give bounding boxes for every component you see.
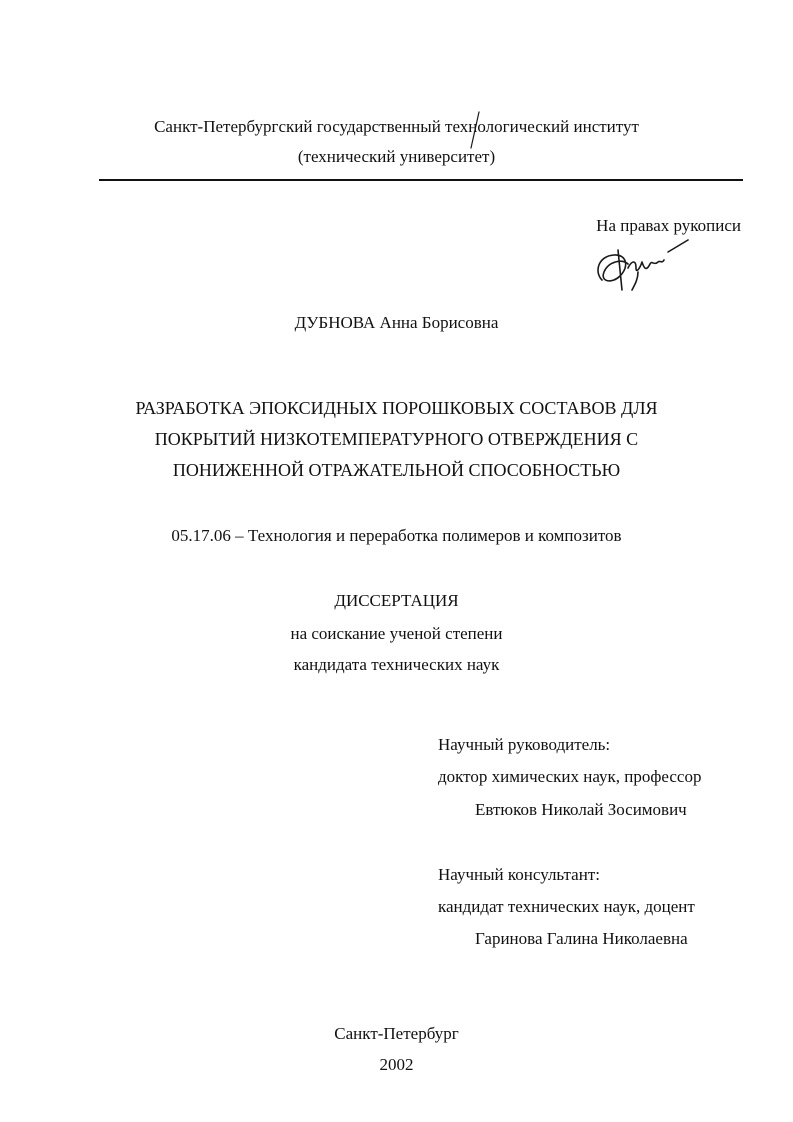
dissertation-title-line-3: ПОНИЖЕННОЙ ОТРАЖАТЕЛЬНОЙ СПОСОБНОСТЬЮ <box>172 460 621 480</box>
supervisor-name: Евтюков Николай Зосимович <box>475 800 687 819</box>
supervisor-credentials: доктор химических наук, профессор <box>438 767 702 786</box>
consultant-role: Научный консультант: <box>438 865 600 884</box>
dissertation-title-line-1: РАЗРАБОТКА ЭПОКСИДНЫХ ПОРОШКОВЫХ СОСТАВОВ ДЛЯ <box>135 398 658 418</box>
degree-purpose: на соискание ученой степени <box>290 624 503 643</box>
author-signature <box>592 238 692 298</box>
rights-label: На правах рукописи <box>596 216 741 235</box>
institution-name: Санкт-Петербургский государственный технологический институт <box>154 117 639 136</box>
city: Санкт-Петербург <box>334 1024 459 1043</box>
author-name: ДУБНОВА Анна Борисовна <box>294 313 499 332</box>
consultant-name: Гаринова Галина Николаевна <box>475 929 688 948</box>
document-type: ДИССЕРТАЦИЯ <box>334 591 459 610</box>
header-divider <box>99 179 743 181</box>
dissertation-title-line-2: ПОКРЫТИЙ НИЗКОТЕМПЕРАТУРНОГО ОТВЕРЖДЕНИЯ С <box>154 429 639 449</box>
consultant-credentials: кандидат технических наук, доцент <box>438 897 695 916</box>
supervisor-role: Научный руководитель: <box>438 735 611 754</box>
degree-name: кандидата технических наук <box>293 655 500 674</box>
handwritten-slash-mark <box>468 110 482 150</box>
specialty-code: 05.17.06 – Технология и переработка полимеров и композитов <box>171 526 622 545</box>
institution-subtitle: (технический университет) <box>297 147 496 166</box>
year: 2002 <box>379 1055 414 1074</box>
